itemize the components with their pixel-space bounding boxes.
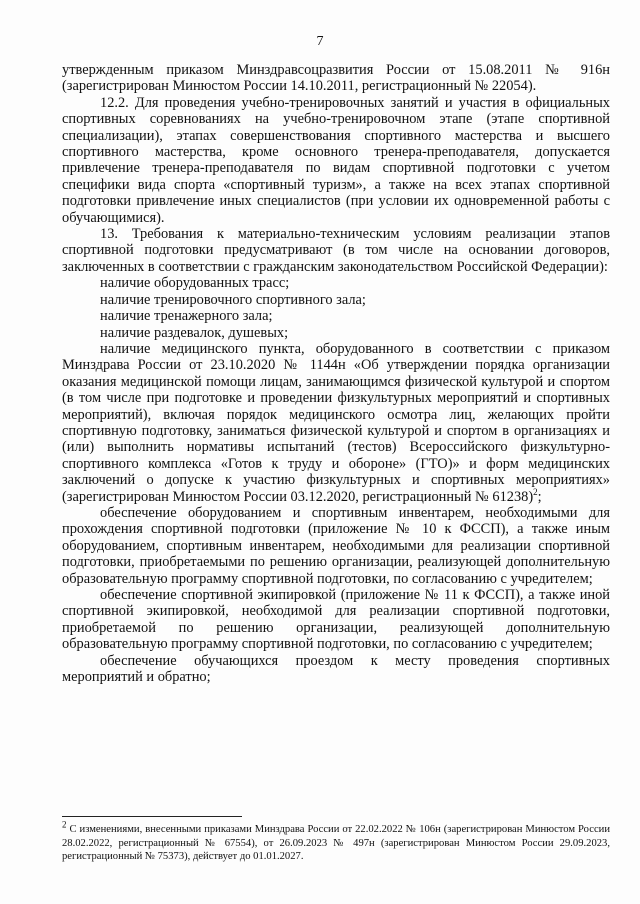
document-body — [62, 62, 610, 685]
medical-point-text: наличие медицинского пункта, оборудованного в соответствии с приказом Минздрава России от 23.10.2020 № 1144н «Об утверждении порядка организации оказания медицинской помощи лицам, занимающимся физической культурой и спортом (в том числе при подготовке и проведении физкультурных мероприятий и спортивных мероприятий), включая порядок медицинского осмотра лиц, желающих пройти спортивную подготовку, заниматься физической культурой и спортом в организациях и (или) выполнить нормативы испытаний (тестов) Всероссийского физкультурно-спортивного комплекса «Готов к труду и обороне» (ГТО)» и форм медицинских заключений о допуске к участию физкультурных и спортивных мероприятиях» (зарегистрирован Минюстом России 03.12.2020, регистрационный № 61238) — [62, 340, 610, 505]
paragraph-13: 13. Требования к материально-техническим условиям реализации этапов спортивной подготовки предусматривают (в том числе на основании договоров, заключенных в соответствии с гражданским законодательством Российской Федерации): — [62, 226, 610, 275]
paragraph-continuation: утвержденным приказом Минздравсоцразвития России от 15.08.2011 № 916н (зарегистрирован Минюстом России 14.10.2011, регистрационный № 22054). — [62, 62, 610, 95]
footnote-reference: 2 — [533, 486, 538, 497]
list-item-gym: наличие тренажерного зала; — [100, 308, 273, 325]
list-item-equipment: обеспечение оборудованием и спортивным инвентарем, необходимыми для прохождения спортивной подготовки (приложение № 10 к ФССП), а также иным оборудованием, спортивным инвентарем, необходимыми для реализации спортивной подготовки, приобретаемыми по решению организации, реализующей дополнительную образовательную программу спортивной подготовки, по согласованию с учредителем; — [62, 504, 610, 587]
list-item-tracks: наличие оборудованных трасс; — [100, 275, 290, 292]
list-item-travel: обеспечение обучающихся проездом к месту проведения спортивных мероприятий и обратно; — [62, 652, 610, 686]
paragraph-12-2: 12.2. Для проведения учебно-тренировочных занятий и участия в официальных спортивных соревнованиях на учебно-тренировочном этапе (этапе спортивной специализации), этапах совершенствования спортивного мастерства и высшего спортивного мастерства, кроме основного тренера-преподавателя, допускается привлечение тренера-преподавателя по видам спортивной подготовки с учетом специфики вида спорта «спортивный туризм», а также на всех этапах спортивной подготовки привлечение иных специалистов (при условии их одновременной работы с обучающимися). — [62, 94, 610, 226]
footnote-divider — [62, 816, 242, 817]
page-number: 7 — [316, 34, 324, 49]
list-item-training-hall: наличие тренировочного спортивного зала; — [100, 291, 366, 308]
list-item-medical-point — [62, 341, 610, 505]
footnote-reference-suffix: ; — [537, 488, 542, 505]
footnote — [62, 819, 610, 864]
list-item-locker-rooms: наличие раздевалок, душевых; — [100, 324, 289, 341]
footnote-text: С изменениями, внесенными приказами Минздрава России от 22.02.2022 № 106н (зарегистрирован Минюстом России 28.02.2022, регистрационный № 67554), от 26.09.2023 № 497н (зарегистрирован Минюстом России 29.09.2023, регистрационный № 75373), действует до 01.01.2027. — [62, 824, 610, 863]
footnote-mark: 2 — [62, 819, 67, 830]
list-item-sports-gear: обеспечение спортивной экипировкой (приложение № 11 к ФССП), а также иной спортивной экипировкой, необходимой для реализации спортивной подготовки, приобретаемой по решению организации, реализующей дополнительную образовательную программу спортивной подготовки, по согласованию с учредителем; — [62, 587, 610, 653]
